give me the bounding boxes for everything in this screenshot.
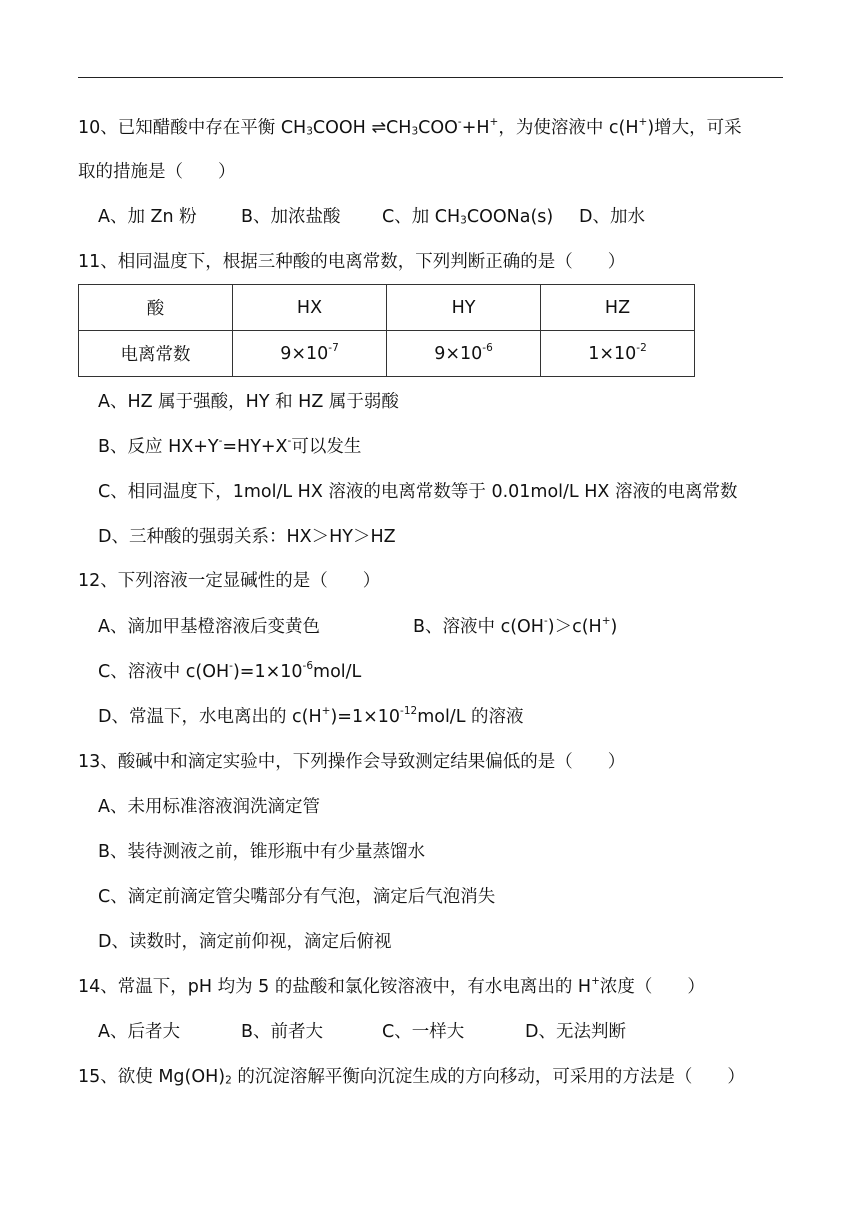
q12-option-a: A、滴加甲基橙溶液后变黄色: [98, 617, 320, 637]
table-header-row: [79, 285, 695, 331]
q12-option-d: D、常温下，水电离出的 $c(H^+)=1\times 10^{-12}mol/L$ 的溶液: [98, 705, 524, 727]
table-row: [79, 331, 695, 377]
q14-option-c: C、一样大: [382, 1022, 465, 1042]
table-cell: $9\times 10^{-7}$: [233, 331, 387, 377]
q14-option-d: D、无法判断: [525, 1022, 626, 1042]
q10-option-d: D、加水: [579, 207, 645, 227]
table-cell: $9\times 10^{-6}$: [387, 331, 541, 377]
q12-option-b: B、溶液中 c(OH-)＞c(H+): [413, 615, 618, 637]
table-cell: 电离常数: [79, 331, 233, 377]
question-15-stem: 15、欲使 $Mg(OH)_2$ 的沉淀溶解平衡向沉淀生成的方向移动，可采用的方法是（ ）: [78, 1067, 745, 1087]
q13-option-a: A、未用标准溶液润洗滴定管: [98, 797, 320, 817]
q11-option-b: B、反应 HX+Y-=HY+X-可以发生: [98, 435, 362, 457]
question-10-stem: 10、已知醋酸中存在平衡 $CH_3COOH$ $\rightleftharpoons CH_3COO^-+H^+$，为使溶液中 c(H+)增大，可采: [78, 116, 742, 138]
question-11-stem: 11、相同温度下，根据三种酸的电离常数，下列判断正确的是（ ）: [78, 252, 626, 272]
q11-option-d: D、三种酸的强弱关系：HX＞HY＞HZ: [98, 527, 396, 547]
ionization-constant-table: [78, 284, 695, 377]
q13-option-d: D、读数时，滴定前仰视，滴定后俯视: [98, 932, 392, 952]
table-cell: HY: [387, 285, 541, 331]
question-14-stem: 14、常温下，pH 均为 5 的盐酸和氯化铵溶液中，有水电离出的 H+浓度（ ）: [78, 975, 705, 997]
q14-option-b: B、前者大: [241, 1022, 324, 1042]
table-cell: HX: [233, 285, 387, 331]
q14-option-a: A、后者大: [98, 1022, 180, 1042]
question-13-stem: 13、酸碱中和滴定实验中，下列操作会导致测定结果偏低的是（ ）: [78, 752, 626, 772]
q13-option-b: B、装待测液之前，锥形瓶中有少量蒸馏水: [98, 842, 426, 862]
question-12-options-ab: [98, 616, 617, 638]
q13-option-c: C、滴定前滴定管尖嘴部分有气泡，滴定后气泡消失: [98, 887, 496, 907]
q10-option-c: C、加 $CH_3COONa(s)$: [382, 207, 554, 227]
header-rule: [78, 77, 783, 78]
q12-option-c: C、溶液中 $c(OH^-)=1\times 10^{-6}mol/L$: [98, 660, 362, 682]
q10-option-b: B、加浓盐酸: [241, 207, 341, 227]
q11-option-c: C、相同温度下，1mol/L HX 溶液的电离常数等于 0.01mol/L HX 溶液的电离常数: [98, 482, 738, 502]
question-12-stem: 12、下列溶液一定显碱性的是（ ）: [78, 571, 381, 591]
table-cell: HZ: [541, 285, 695, 331]
table-cell: $1\times 10^{-2}$: [541, 331, 695, 377]
question-10-options: [98, 206, 645, 228]
table-cell: 酸: [79, 285, 233, 331]
q11-option-a: A、HZ 属于强酸，HY 和 HZ 属于弱酸: [98, 392, 399, 412]
question-14-options: [98, 1021, 626, 1043]
question-10-stem-cont: 取的措施是（ ）: [78, 162, 236, 182]
q10-option-a: A、加 Zn 粉: [98, 207, 197, 227]
